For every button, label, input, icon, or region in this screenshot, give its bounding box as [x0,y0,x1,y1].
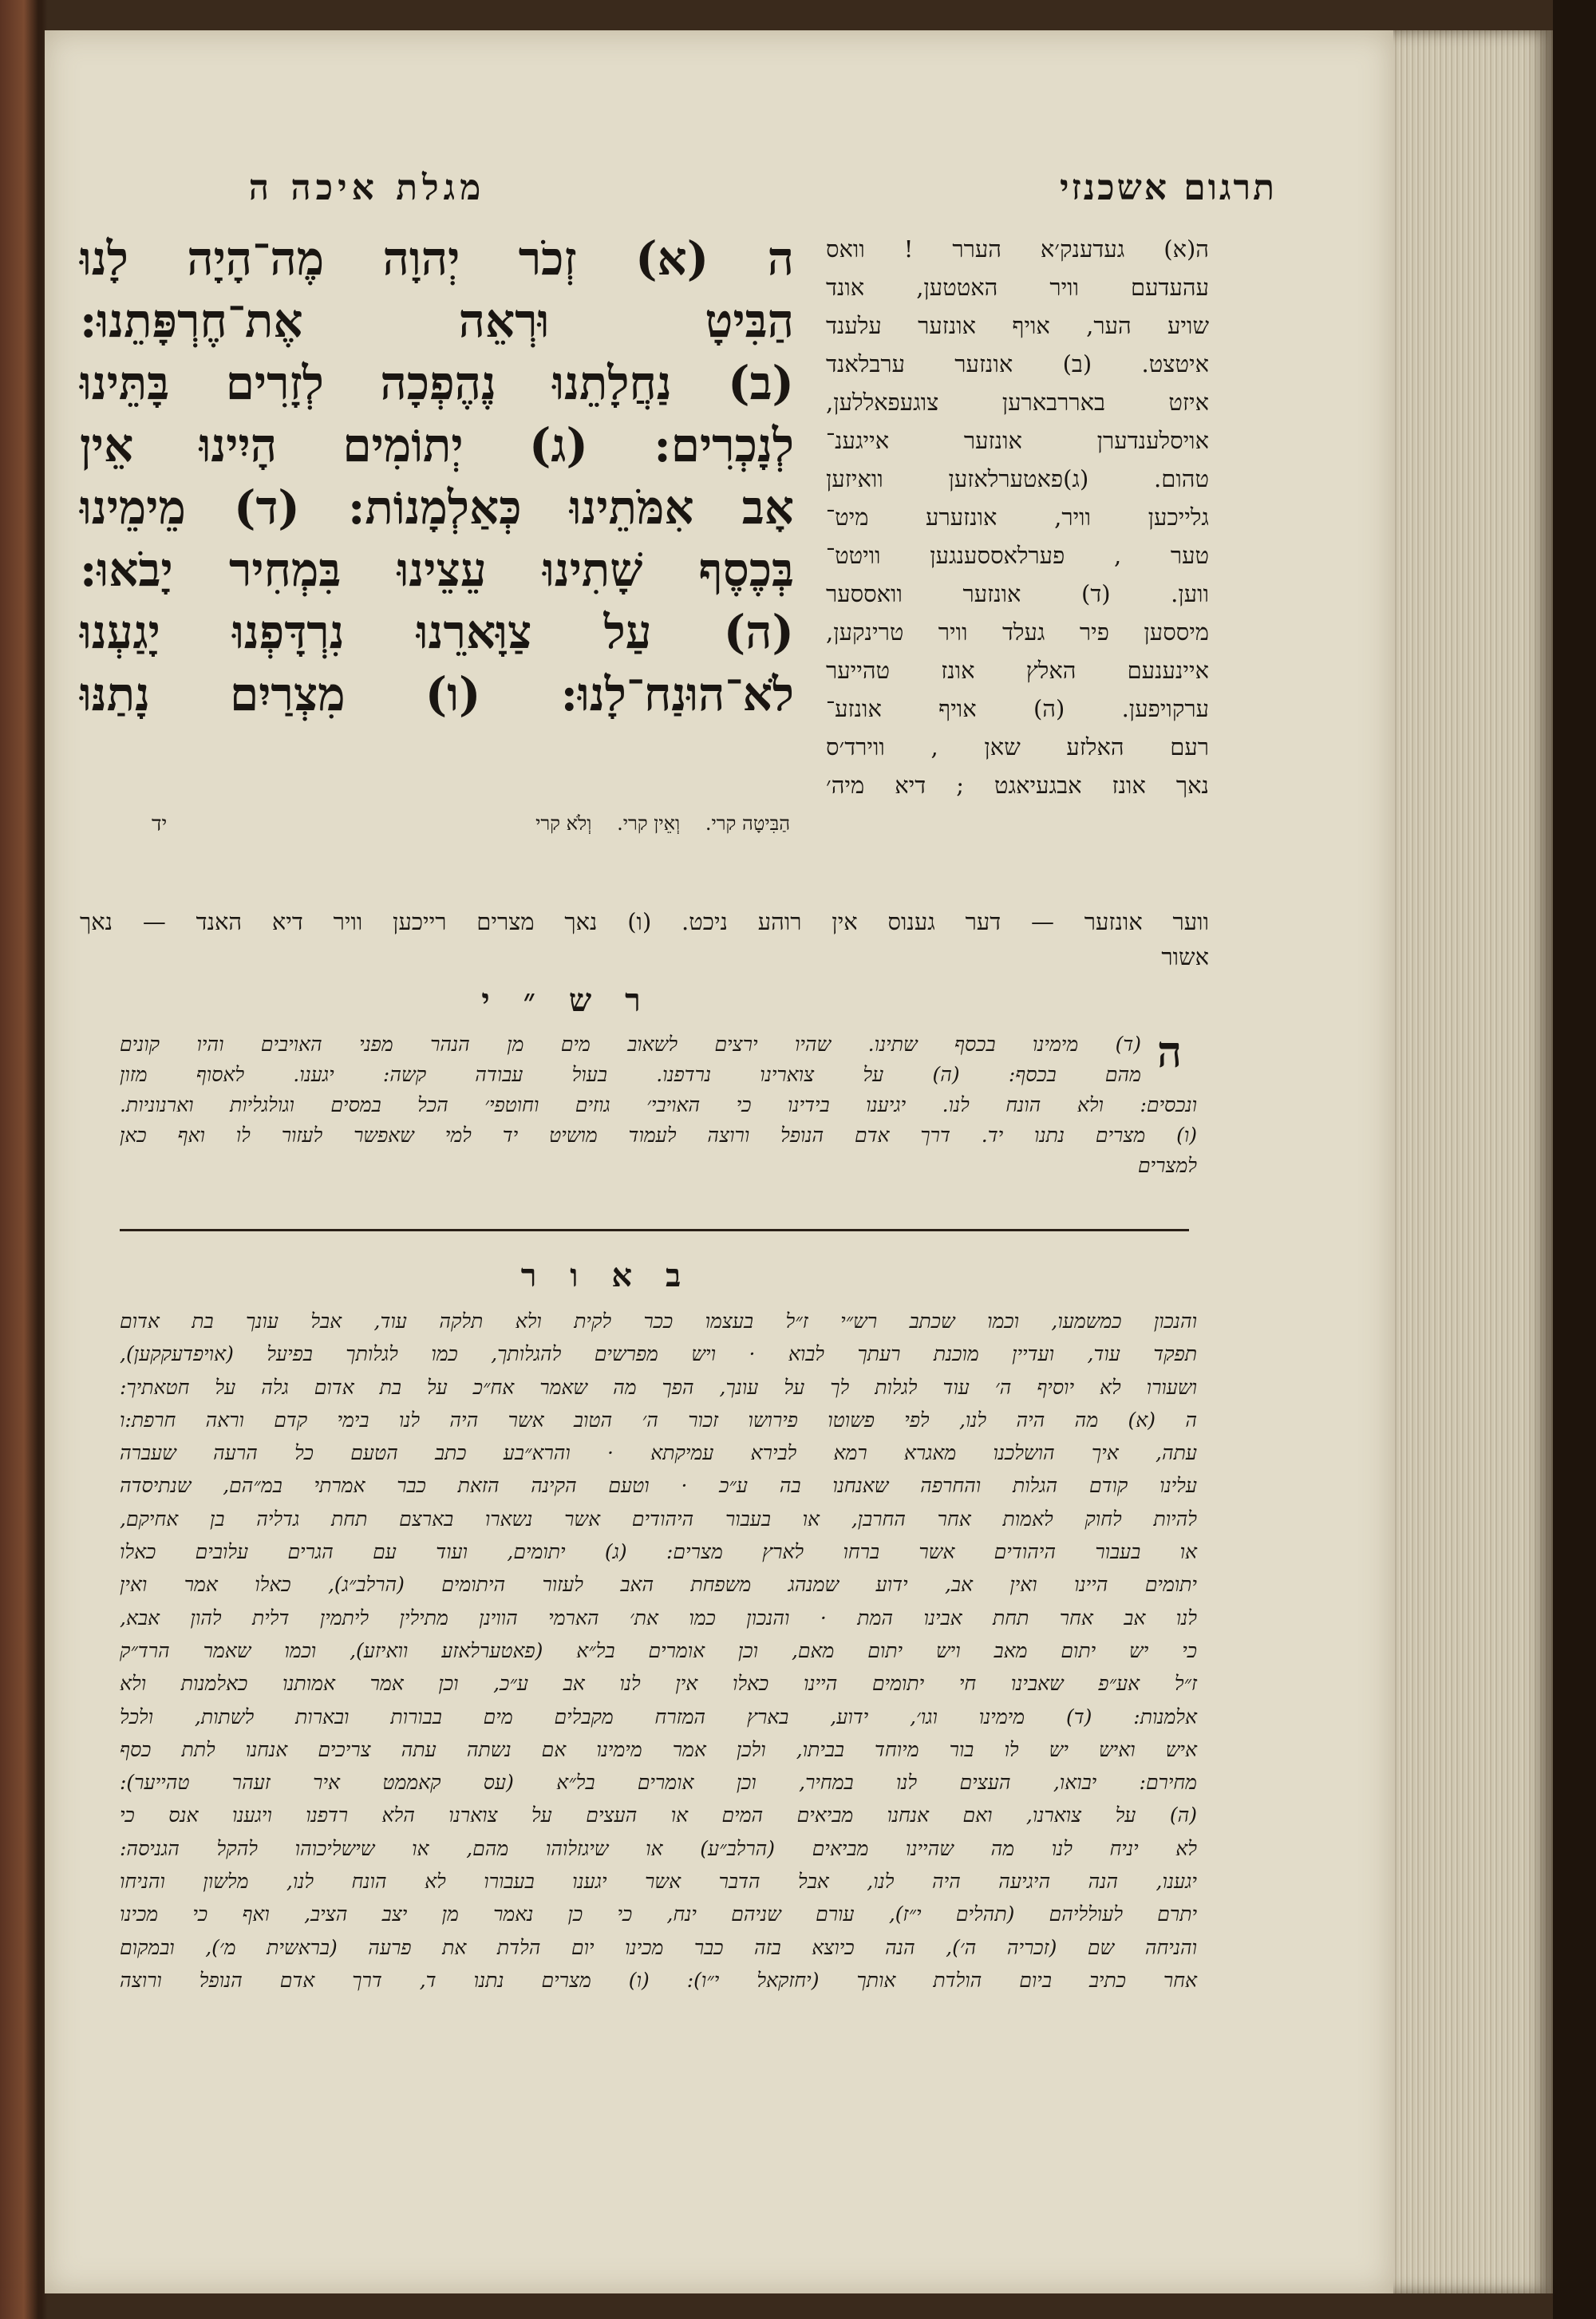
targum-line: ערקויפען. (ה) אויף אונזע־ [826,695,1209,722]
targum-line: איזט באררבארען צוגעפאללען, [826,389,1209,416]
targum-line: שויע הער, אויף אונזער עלענד [826,312,1209,339]
targum-line: ה(א) געדענק׳א הערר ! וואס [826,235,1209,263]
biur-line: או בעבור היהודים אשר ברחו לארץ מצרים: (ג) יתומים, ועוד עם הגרים עלובים כאלו [120,1540,1197,1564]
targum-line: איינענעם האלץ אונז טהייער [826,657,1209,684]
targum-line: עהעדעם וויר האטטען, אונד [826,274,1209,301]
biur-line: תפקד עוד, ועדיין מוכנת רעתך לבוא · ויש מפרשים להגלותך, כמו לגלותך בפיעל (אויפדעקקען), [120,1342,1197,1366]
biur-line: עלינו קודם הגלות והחרפה שאנחנו בה ע״כ · וטעם הקינה הזאת כבר אמרתי במ״הם, שנתיסדה [120,1474,1197,1498]
biur-line: אחר כתיב ביום הולדת אותך (יחזקאל י״ו): (ו) מצרים נתנו ד, דרך אדם הנופל ורוצה [120,1968,1197,1992]
kri-notes [128,812,790,836]
rashi-line: (ו) מצרים נתנו יד. דרך אדם הנופל ורוצה לעמוד מושיט יד למי שאפשר לעזור לו ואף כאן [120,1124,1197,1147]
biur-line: לנו אב אחר תחת אבינו המת · והנכון כמו את׳ הארמי הווינן מתילין ליתמין דלית להון אבא, [120,1606,1197,1630]
biur-heading: ב א ו ר [520,1257,693,1294]
binding-shadow [1553,0,1596,2319]
targum-line: טער , פערלאססענגען וויטט־ [826,542,1209,569]
targum-line: אויסלענדערן אונזער אייגענ־ [826,427,1209,454]
verse-line: לְנָכְרִים: (ג) יְתוֹמִים הָיִינוּ אֵין [80,418,794,472]
targum-line: ווען. (ד) אונזער וואססער [826,580,1209,607]
biur-line: והניחה שם (זכריה ה׳), הנה כיוצא בזה כבר מכינו יום הלדת את פרעה (בראשית מ׳), ובמקום [120,1935,1197,1959]
targum-column [826,230,1209,804]
biur-line: איש ואיש יש לו בור מיוחד בביתו, ולכן אמר מימינו אם נשתה עתה צריכים אנחנו לתת כסף [120,1737,1197,1761]
biur-line: להיות לחוק לאמות אחר החרבן, או בעבור היהודים אשר נשארו בארצם תחת גדליה בן אחיקם, [120,1507,1197,1531]
rashi-heading: ר ש ״ י [481,982,652,1019]
verse-line: בְּכֶסֶף שָׁתִינוּ עֵצֵינוּ בִּמְחִיר יָבֹאוּ: [80,543,794,597]
targum-full-line: אשור [1161,943,1209,970]
verse-line: (ה) עַל צַוָּארֵנוּ נִרְדָּפְנוּ יָגַעְנוּ [80,605,794,659]
rashi-commentary [120,1029,1197,1181]
targum-full-line: ווער אונזער — דער גענוס אין רוהע ניכט. (ו) נאך מצרים רייכען וויר דיא האנד — נאך [80,908,1209,935]
biur-line: (ה) על צוארנו, ואם אנחנו מביאים המים או העצים על צוארנו הלא רדפנו ויגענו אנס כי [120,1803,1197,1827]
verse-line: אָב אִמֹּתֵינוּ כְּאַלְמָנוֹת: (ד) מֵימֵינוּ [80,480,794,535]
page-edges [1393,30,1553,2293]
rashi-line: למצרים [1137,1154,1197,1177]
biur-line: והנכון כמשמעו, וכמו שכתב רש״י ז״ל בעצמו ככר לקית ולא תלקה עוד, אבל עונך בת אדום [120,1310,1197,1333]
biur-line: ה (א) מה היה לנו, לפי פשוטו פירושו זכור ה׳ הטוב אשר היה לנו בימי קדם וראה חרפת:ו [120,1408,1197,1432]
biur-line: יתומים היינו ואין אב, ידוע שמנהג משפחת האב לעזור היתומים (הרלב״ג), כאלו אמר ואין [120,1573,1197,1597]
targum-line: רעם האלזע שאן , ווירד׳ס [826,733,1209,760]
header-megillah-title: מגלת איכה ה [248,168,486,208]
targum-line: איטצט. (ב) אונזער ערבלאנד [826,350,1209,377]
biur-line: יגענו, הנה היגיעה היה לנו, אבל הדבר אשר יגענו בעבורו לא הונח לנו, מלשון והניחו [120,1870,1197,1894]
biur-line: מחירם: יבואו, העצים לנו במחיר, וכן אומרים בל״א (עס קאממט איר זעהר טהייער): [120,1771,1197,1795]
verse-line: לֹא־הוּנַח־לָנוּ: (ו) מִצְרַיִם נָתַנּוּ [80,667,794,721]
kri-note: וְלֹא קרי [535,812,592,835]
rashi-line: ונכסים: ולא הונח לנו. יגיענו בידינו כי האויבי׳ גוזים וחוטפי׳ הכל במסים וגולגליות וארנוניות. [120,1093,1197,1116]
biur-line: יתרם לעולליהם (תהלים י״ז), עורם שניהם ינח, כי כן נאמר מן יצב הציב, ואף כי מכינו [120,1902,1197,1926]
targum-line: גלייכען וויר, אונזערע מיט־ [826,504,1209,531]
header-targum-title: תרגום אשכנזי [1059,168,1277,208]
main-verse-text [80,227,794,725]
kri-number: יד [152,812,168,836]
biur-line: ז״ל אע״פ שאבינו חי יתומים היינו כאלו אין לנו אב ע״כ, וכן אמר אמותנו כאלמנות ולא [120,1672,1197,1696]
targum-line: טהום. (ג)פאטערלאזען וואיזען [826,465,1209,492]
rashi-line: (ד) מימינו בכסף שתינו. שהיו ירצים לשאוב מים מן הנהר מפני האויבים והיו קונים [120,1033,1141,1056]
verse-line: (ב) נַחֲלָתֵנוּ נֶהֶפְכָה לְזָרִים בָּתֵּינוּ [80,356,794,410]
biur-commentary [120,1305,1197,1997]
targum-line: מיססען פיר געלד וויר טרינקען, [826,618,1209,646]
verse-line: ה (א) זְכֹר יְהוָה מֶה־הָיָה לָנוּ [80,231,794,286]
rashi-chapter-letter: ה [1157,1026,1183,1077]
biur-line: ושעורו לא יוסיף ה׳ עוד לגלות לך על עונך, הפך מה שאמר אח״כ על בת אדום גלה על חטאתיך: [120,1375,1197,1399]
kri-note: הַבִּיטָה קרי. [705,812,790,835]
kri-note: וְאֵין קרי. [617,812,681,835]
verse-line: הַבִּיטָ וּרְאֵה אֶת־חֶרְפָּתֵנוּ: [80,294,794,348]
biur-line: עתה, איך הושלכנו מאגרא רמא לבירא עמיקתא · והרא״בע כתב הטעם כל הרעה שעברה [120,1441,1197,1465]
biur-line: כי יש יתום מאב ויש יתום מאם, וכן אומרים בל״א (פאטערלאזע וואיזע), וכמו שאמר הרד״ק [120,1638,1197,1662]
rashi-line: מהם בכסף: (ה) על צוארינו נרדפנו. בעול עבודה קשה: יגענו. לאסוף מזון [120,1063,1141,1086]
biur-line: לא יניח לנו מה שהיינו מביאים (הרלב״ע) או שיגזלוהו מהם, או שישליכוהו להקל הגניסה: [120,1836,1197,1860]
biur-line: אלמנות: (ד) מימינו וגו׳, ידוע, בארץ המזרח מקבלים מים בבורות ובארות לשתות, ולכל [120,1705,1197,1728]
targum-line: נאך אונז אבגעיאגט ; דיא מיה׳ [826,772,1209,799]
section-divider [120,1229,1189,1231]
